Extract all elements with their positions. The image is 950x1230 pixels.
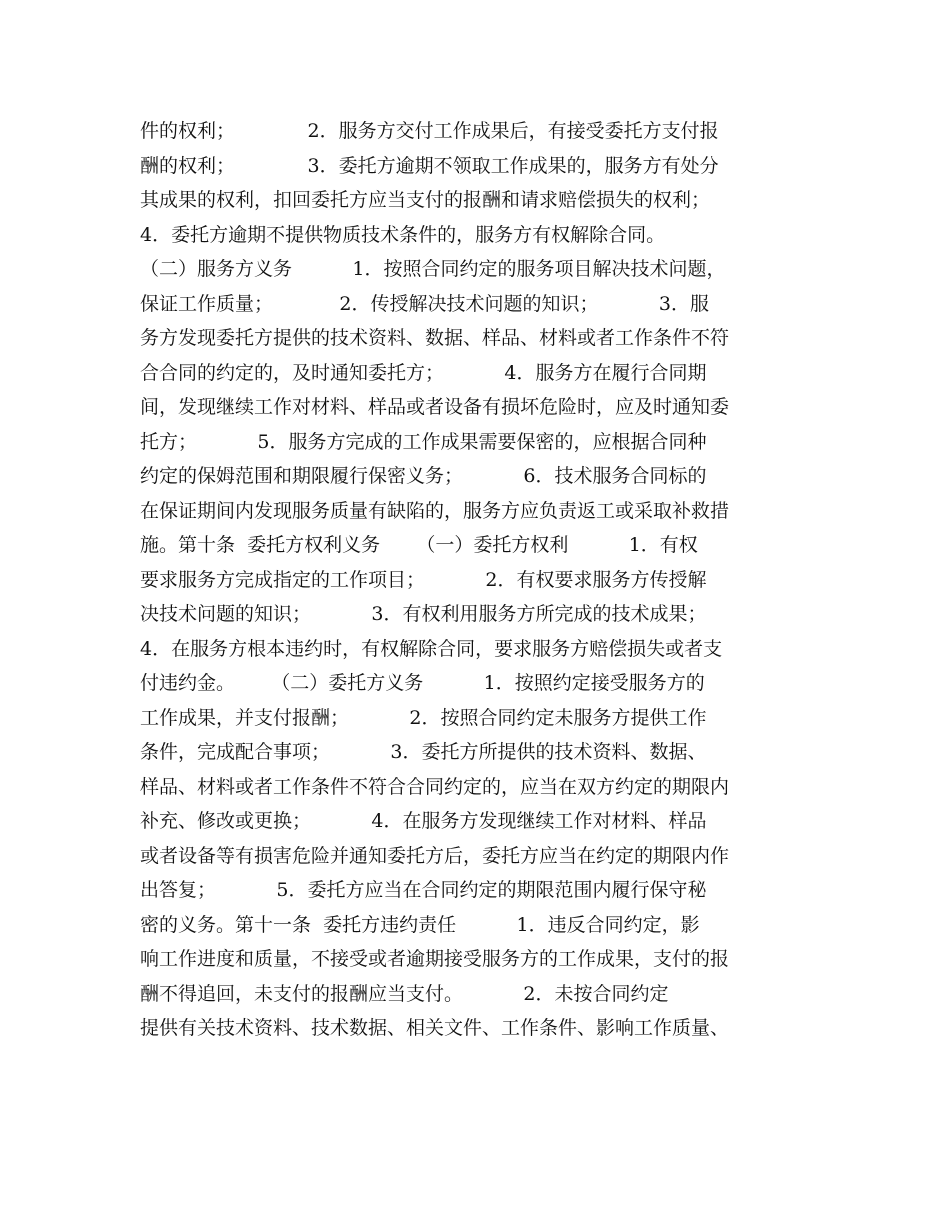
text-line-22: 或者设备等有损害危险并通知委托方后，委托方应当在约定的期限内作 [140,844,730,867]
text-line-19: 条件，完成配合事项； 3．委托方所提供的技术资料、数据、 [140,741,707,763]
text-line-24: 密的义务。第十一条 委托方违约责任 1．违反合同约定，影 [140,913,700,936]
text-line-4: 4．委托方逾期不提供物质技术条件的，服务方有权解除合同。 [140,223,666,246]
text-line-3: 其成果的权利，扣回委托方应当支付的报酬和请求赔偿损失的权利； [140,189,711,211]
text-line-10: 托方； 5．服务方完成的工作成果需要保密的，应根据合同种 [140,430,707,453]
text-line-17: 付违约金。 （二）委托方义务 1．按照约定接受服务方的 [140,672,705,694]
text-line-12: 在保证期间内发现服务质量有缺陷的，服务方应负责返工或采取补救措 [140,499,730,522]
text-line-13: 施。第十条 委托方权利义务 （一）委托方权利 1．有权 [140,534,698,556]
text-line-26: 酬不得追回，未支付的报酬应当支付。 2．未按合同约定 [140,982,669,1005]
text-line-2: 酬的权利； 3．委托方逾期不领取工作成果的，服务方有处分 [140,154,719,177]
text-line-20: 样品、材料或者工作条件不符合合同约定的，应当在双方约定的期限内 [140,775,730,798]
text-line-9: 间，发现继续工作对材料、样品或者设备有损坏危险时，应及时通知委 [140,396,730,418]
text-line-6: 保证工作质量； 2．传授解决技术问题的知识； 3．服 [140,292,710,315]
text-line-1: 件的权利； 2．服务方交付工作成果后，有接受委托方支付报 [140,120,719,142]
text-line-23: 出答复； 5．委托方应当在合同约定的期限范围内履行保守秘 [140,879,707,901]
text-line-11: 约定的保姆范围和期限履行保密义务； 6．技术服务合同标的 [140,465,707,487]
text-line-7: 务方发现委托方提供的技术资料、数据、样品、材料或者工作条件不符 [140,327,730,349]
text-line-16: 4．在服务方根本违约时，有权解除合同，要求服务方赔偿损失或者支 [140,637,723,660]
text-line-18: 工作成果，并支付报酬； 2．按照合同约定未服务方提供工作 [140,706,707,729]
text-line-27: 提供有关技术资料、技术数据、相关文件、工作条件、影响工作质量、 [140,1017,730,1039]
text-line-15: 决技术问题的知识； 3．有权利用服务方所完成的技术成果； [140,603,707,625]
text-line-14: 要求服务方完成指定的工作项目； 2．有权要求服务方传授解 [140,568,707,591]
text-line-21: 补充、修改或更换； 4．在服务方发现继续工作对材料、样品 [140,810,707,832]
text-line-5: （二）服务方义务 1．按照合同约定的服务项目解决技术问题， [140,258,726,280]
text-line-25: 响工作进度和质量，不接受或者逾期接受服务方的工作成果，支付的报 [140,948,730,970]
text-line-8: 合合同的约定的，及时通知委托方； 4．服务方在履行合同期 [140,361,707,384]
contract-text-block [140,114,830,1046]
